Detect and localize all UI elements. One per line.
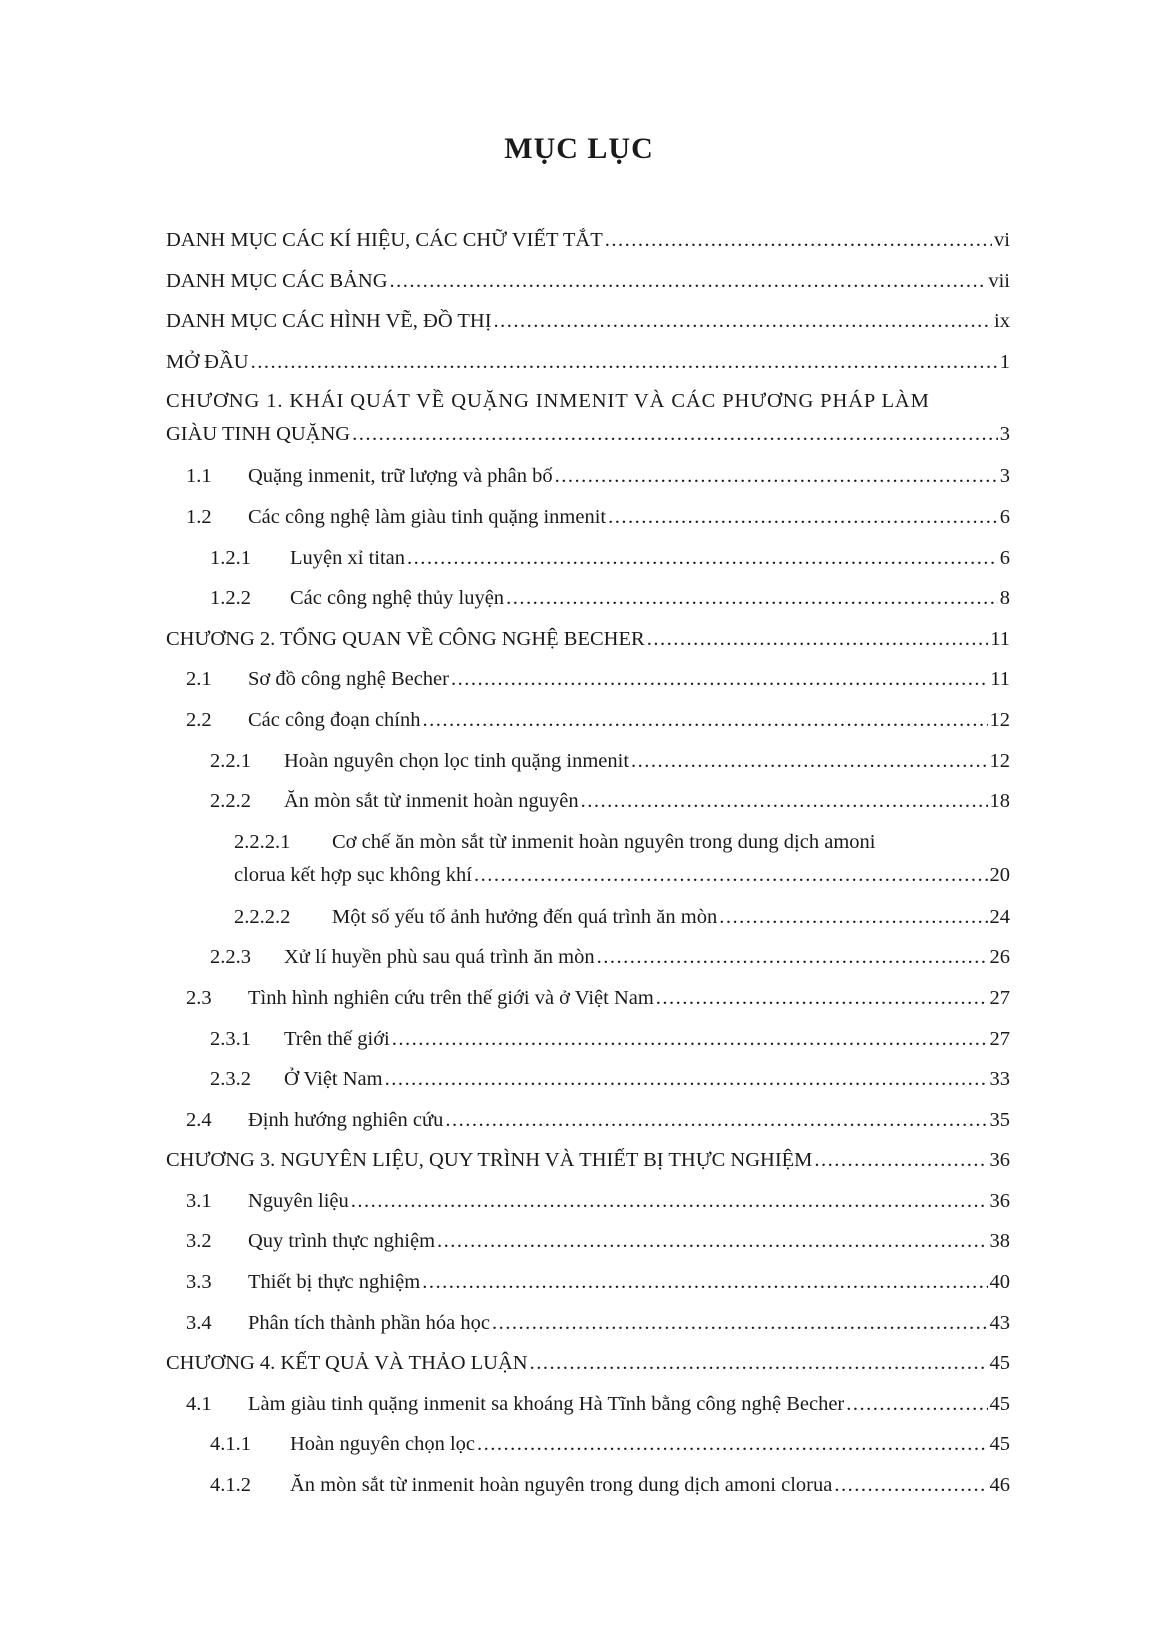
- toc-entry-text-line1: CHƯƠNG 1. KHÁI QUÁT VỀ QUẶNG INMENIT VÀ CÁC PHƯƠNG PHÁP LÀM: [166, 390, 930, 413]
- toc-entry-text: CHƯƠNG 4. KẾT QUẢ VÀ THẢO LUẬN: [166, 1352, 528, 1375]
- toc-leader-dots: [445, 1100, 987, 1141]
- toc-leader-dots: [390, 261, 987, 302]
- toc-entry-number: 1.2.1: [210, 546, 251, 569]
- toc-entry-number: 2.1: [186, 668, 212, 691]
- toc-leader-dots: [506, 578, 998, 619]
- toc-entry-text: Các công nghệ thủy luyện: [290, 587, 505, 610]
- toc-entry-text: Một số yếu tố ảnh hưởng đến quá trình ăn mòn: [332, 905, 718, 928]
- toc-leader-dots: [631, 741, 987, 782]
- toc-entry-page: 35: [989, 1108, 1010, 1131]
- toc-entry-chapter-1[interactable]: [166, 385, 1010, 456]
- toc-entry[interactable]: [166, 1303, 1010, 1344]
- toc-entry[interactable]: [166, 1384, 1010, 1425]
- toc-entry-page: 8: [999, 587, 1010, 610]
- toc-entry-number: 4.1.1: [210, 1433, 251, 1456]
- toc-entry-text: Ăn mòn sắt từ inmenit hoàn nguyên: [284, 790, 579, 813]
- toc-entry-text: Thiết bị thực nghiệm: [248, 1271, 421, 1294]
- table-of-contents: [166, 220, 1010, 1506]
- toc-entry-number: 1.1: [186, 465, 212, 488]
- toc-entry-text: Phân tích thành phần hóa học: [248, 1311, 490, 1334]
- toc-leader-dots: [474, 859, 987, 892]
- toc-leader-dots: [437, 1221, 987, 1262]
- toc-leader-dots: [846, 1384, 987, 1425]
- toc-leader-dots: [451, 659, 988, 700]
- toc-entry-text-line2: clorua kết hợp sục không khí: [234, 863, 473, 886]
- toc-entry[interactable]: [166, 700, 1010, 741]
- toc-entry-page: 3: [999, 423, 1010, 446]
- toc-leader-dots: [581, 781, 988, 822]
- toc-entry-page: 26: [989, 946, 1010, 969]
- toc-entry-number: 2.3: [186, 986, 212, 1009]
- toc-leader-dots: [608, 497, 998, 538]
- toc-entry-text: Sơ đồ công nghệ Becher: [248, 668, 449, 691]
- toc-entry-number: 4.1.2: [210, 1474, 251, 1497]
- toc-entry-text: Hoàn nguyên chọn lọc tinh quặng inmenit: [284, 749, 630, 772]
- toc-entry-chapter-4[interactable]: [166, 1343, 1010, 1384]
- toc-entry-text: Tình hình nghiên cứu trên thế giới và ở Việt Nam: [248, 986, 654, 1009]
- toc-entry-page: 45: [989, 1392, 1010, 1415]
- toc-entry-text-line1: Cơ chế ăn mòn sắt từ inmenit hoàn nguyên trong dung dịch amoni: [332, 830, 876, 853]
- toc-entry[interactable]: [166, 1424, 1010, 1465]
- toc-entry[interactable]: [166, 978, 1010, 1019]
- toc-entry-text: Luyện xỉ titan: [290, 546, 406, 569]
- toc-entry-number: 3.2: [186, 1230, 212, 1253]
- toc-leader-dots: [494, 301, 993, 342]
- toc-entry[interactable]: [166, 897, 1010, 938]
- toc-entry-text: Hoàn nguyên chọn lọc: [290, 1433, 476, 1456]
- toc-leader-dots: [352, 418, 998, 451]
- toc-entry[interactable]: [166, 781, 1010, 822]
- toc-leader-dots: [814, 1140, 987, 1181]
- toc-entry-page: 33: [989, 1068, 1010, 1091]
- toc-entry-number: 2.3.2: [210, 1068, 251, 1091]
- toc-entry-text: Trên thế giới: [284, 1027, 390, 1050]
- toc-leader-dots: [719, 897, 987, 938]
- toc-entry-text: DANH MỤC CÁC BẢNG: [166, 269, 388, 292]
- toc-entry-text: Xử lí huyền phù sau quá trình ăn mòn: [284, 946, 595, 969]
- toc-entry-text: Các công nghệ làm giàu tinh quặng inmenit: [248, 505, 607, 528]
- toc-entry-number: 2.2.2: [210, 790, 251, 813]
- toc-entry-number: 1.2: [186, 505, 212, 528]
- toc-entry-page: 3: [999, 465, 1010, 488]
- toc-entry-page: 36: [989, 1149, 1010, 1172]
- toc-entry-text: Ăn mòn sắt từ inmenit hoàn nguyên trong dung dịch amoni clorua: [290, 1474, 833, 1497]
- toc-entry-text: Các công đoạn chính: [248, 708, 421, 731]
- toc-entry[interactable]: [166, 301, 1010, 342]
- toc-entry-page: 6: [999, 505, 1010, 528]
- toc-entry[interactable]: [166, 456, 1010, 497]
- toc-entry-text: Quy trình thực nghiệm: [248, 1230, 436, 1253]
- toc-entry[interactable]: [166, 741, 1010, 782]
- toc-entry-page: 11: [990, 627, 1010, 650]
- toc-leader-dots: [407, 538, 998, 579]
- toc-entry[interactable]: [166, 937, 1010, 978]
- toc-entry-number: 2.2.2.1: [234, 830, 291, 853]
- toc-leader-dots: [492, 1303, 988, 1344]
- toc-entry-page: 24: [989, 905, 1010, 928]
- toc-leader-dots: [385, 1059, 988, 1100]
- toc-leader-dots: [477, 1424, 987, 1465]
- toc-entry[interactable]: [166, 578, 1010, 619]
- toc-entry-page: 38: [989, 1230, 1010, 1253]
- toc-entry-number: 2.2.1: [210, 749, 251, 772]
- toc-entry-number: 2.2.3: [210, 946, 251, 969]
- toc-entry-page: 36: [989, 1189, 1010, 1212]
- toc-entry[interactable]: [166, 497, 1010, 538]
- toc-entry-page: 11: [990, 668, 1010, 691]
- toc-entry-text: DANH MỤC CÁC HÌNH VẼ, ĐỒ THỊ: [166, 310, 492, 333]
- toc-leader-dots: [555, 456, 998, 497]
- toc-entry-page: 45: [989, 1352, 1010, 1375]
- toc-leader-dots: [656, 978, 988, 1019]
- toc-entry[interactable]: [166, 826, 1010, 897]
- toc-entry-page: 12: [989, 708, 1010, 731]
- toc-entry-text: CHƯƠNG 3. NGUYÊN LIỆU, QUY TRÌNH VÀ THIẾT BỊ THỰC NGHIỆM: [166, 1149, 813, 1172]
- toc-entry[interactable]: [166, 1181, 1010, 1222]
- toc-entry-page: 45: [989, 1433, 1010, 1456]
- toc-leader-dots: [423, 700, 988, 741]
- toc-entry-number: 3.4: [186, 1311, 212, 1334]
- toc-entry[interactable]: [166, 1059, 1010, 1100]
- toc-entry-page: 27: [989, 986, 1010, 1009]
- toc-leader-dots: [530, 1343, 988, 1384]
- toc-entry-chapter-2[interactable]: [166, 619, 1010, 660]
- toc-leader-dots: [647, 619, 989, 660]
- toc-entry-number: 2.3.1: [210, 1027, 251, 1050]
- toc-entry-text: Quặng inmenit, trữ lượng và phân bố: [248, 465, 553, 488]
- toc-entry-text-line2: GIÀU TINH QUẶNG: [166, 423, 351, 446]
- toc-entry-text: DANH MỤC CÁC KÍ HIỆU, CÁC CHỮ VIẾT TẮT: [166, 229, 603, 251]
- toc-entry-page: 18: [989, 790, 1010, 813]
- toc-entry-text: CHƯƠNG 2. TỔNG QUAN VỀ CÔNG NGHỆ BECHER: [166, 627, 645, 650]
- toc-entry-page: 40: [989, 1271, 1010, 1294]
- toc-entry[interactable]: [166, 1262, 1010, 1303]
- toc-entry-page: 43: [989, 1311, 1010, 1334]
- toc-entry-page: 20: [989, 863, 1010, 886]
- toc-entry-page: 1: [999, 350, 1010, 373]
- toc-entry[interactable]: [166, 1221, 1010, 1262]
- toc-entry[interactable]: [166, 1019, 1010, 1060]
- toc-entry-number: 1.2.2: [210, 587, 251, 610]
- toc-entry[interactable]: [166, 220, 1010, 261]
- toc-entry[interactable]: [166, 261, 1010, 302]
- toc-leader-dots: [422, 1262, 987, 1303]
- toc-entry-page: 27: [989, 1027, 1010, 1050]
- toc-leader-dots: [392, 1019, 988, 1060]
- toc-entry-chapter-3[interactable]: [166, 1140, 1010, 1181]
- toc-entry-text: Nguyên liệu: [248, 1189, 349, 1212]
- toc-entry-text: Ở Việt Nam: [284, 1068, 383, 1091]
- toc-entry-number: 3.1: [186, 1189, 212, 1212]
- page-title: MỤC LỤC: [504, 132, 654, 165]
- toc-entry[interactable]: [166, 538, 1010, 579]
- toc-entry-number: 3.3: [186, 1271, 212, 1294]
- toc-entry-page: vii: [988, 269, 1010, 292]
- toc-entry-page: vi: [994, 229, 1010, 251]
- toc-entry-number: 2.2: [186, 708, 212, 731]
- toc-entry-number: 2.2.2.2: [234, 905, 291, 928]
- toc-entry[interactable]: [166, 659, 1010, 700]
- toc-entry-page: 46: [989, 1474, 1010, 1497]
- toc-leader-dots: [251, 342, 998, 383]
- toc-entry[interactable]: [166, 1465, 1010, 1506]
- toc-leader-dots: [351, 1181, 988, 1222]
- toc-leader-dots: [597, 937, 988, 978]
- toc-entry-page: 6: [999, 546, 1010, 569]
- toc-leader-dots: [605, 220, 992, 261]
- toc-entry[interactable]: [166, 342, 1010, 383]
- toc-entry-page: 12: [989, 749, 1010, 772]
- toc-entry[interactable]: [166, 1100, 1010, 1141]
- toc-entry-text: Làm giàu tinh quặng inmenit sa khoáng Hà Tĩnh bằng công nghệ Becher: [248, 1392, 845, 1415]
- toc-entry-text: Định hướng nghiên cứu: [248, 1108, 444, 1131]
- toc-entry-number: 2.4: [186, 1108, 212, 1131]
- toc-leader-dots: [834, 1465, 987, 1506]
- toc-entry-text: MỞ ĐẦU: [166, 350, 249, 373]
- toc-entry-page: ix: [994, 310, 1010, 333]
- toc-entry-number: 4.1: [186, 1392, 212, 1415]
